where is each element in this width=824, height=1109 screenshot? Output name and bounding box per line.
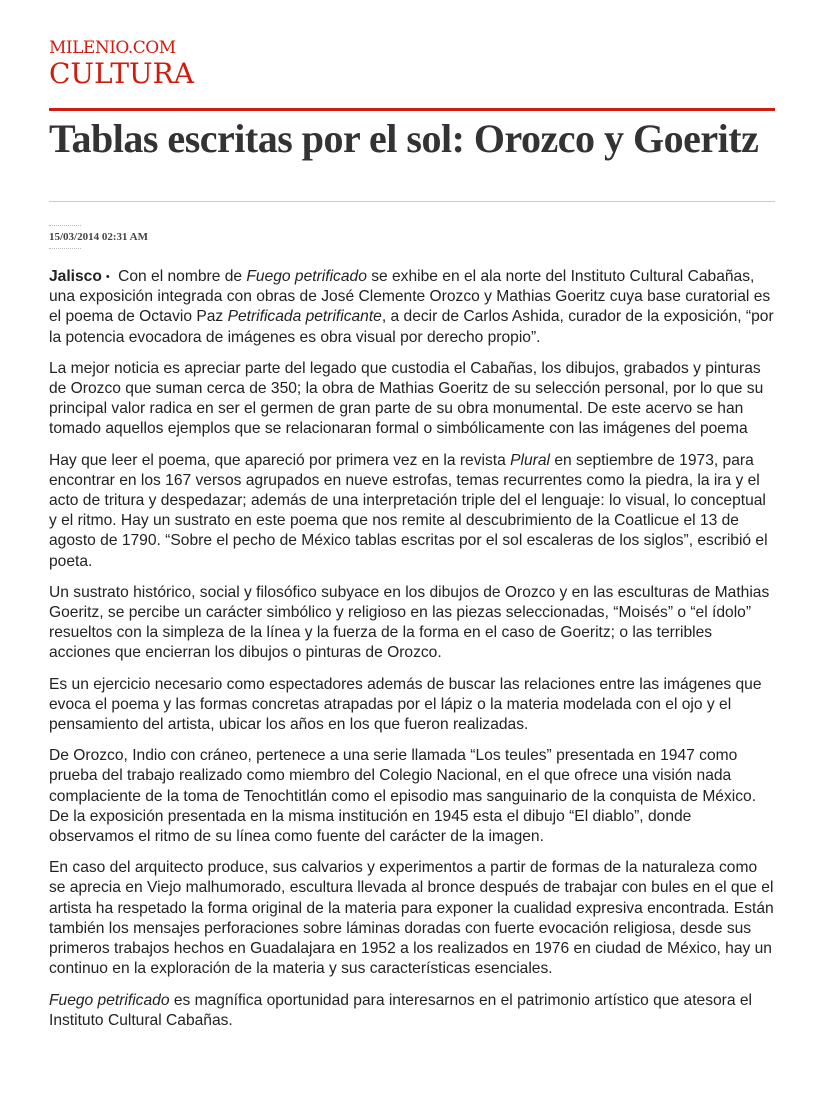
site-logo[interactable]: MILENIO.COM: [49, 38, 176, 58]
article-paragraph: [49, 675, 775, 736]
italic-title: Fuego petrificado: [49, 991, 170, 1009]
headline-divider: [49, 201, 775, 202]
paragraph-text: , a decir de Carlos Ashida, curador de la exposición, “por la potencia evocadora de imágenes es obra visual por derecho propio”.: [49, 308, 774, 346]
italic-title: Petrificada petrificante: [227, 308, 382, 326]
bullet-separator: •: [105, 271, 110, 283]
article-paragraph: [49, 451, 775, 572]
article-paragraph: [49, 746, 775, 847]
paragraph-text: Hay que leer el poema, que apareció por primera vez en la revista: [49, 451, 511, 469]
article-paragraph: [49, 583, 775, 664]
article-paragraph: [49, 359, 775, 440]
dateline-divider-top: [49, 225, 81, 226]
paragraph-text: De Orozco, Indio con cráneo, pertenece a una serie llamada “Los teules” presentada en 1947 como prueba del trabajo realizado como miembro del Colegio Nacional, en el que ofrece una visión nada complaciente de la toma de Tenochtitlán como el episodio mas sanguinario de la conquista de México. De la exposición presentada en la misma institución en 1945 esta el dibujo “El diablo”, donde observamos el ritmo de su línea como fuente del carácter de la imagen.: [49, 747, 757, 846]
article-paragraph: [49, 858, 775, 979]
paragraph-text: se exhibe en el ala norte del Instituto Cultural Cabañas, una exposición integrada con obras de José Clemente Orozco y Mathias Goeritz cuya base curatorial es el poema de Octavio Paz: [49, 268, 771, 326]
paragraph-text: La mejor noticia es apreciar parte del legado que custodia el Cabañas, los dibujos, grabados y pinturas de Orozco que suman cerca de 350; la obra de Mathias Goeritz de su selección personal, por lo que su principal valor radica en ser el germen de gran parte de su obra monumental. De este acervo se han tomado aquellos ejemplos que se relacionaran formal o simbólicamente con las imágenes del poema: [49, 359, 764, 438]
article-dateline: 15/03/2014 02:31 AM: [49, 231, 148, 243]
article-paragraph: [49, 991, 775, 1031]
section-title[interactable]: CULTURA: [49, 57, 194, 90]
paragraph-text: en septiembre de 1973, para encontrar en los 167 versos agrupados en nueve estrofas, temas recurrentes como la piedra, la ira y el acto de tritura y despedazar; además de una interpretación triple del el lenguaje: lo visual, lo conceptual y el ritmo. Hay un sustrato en este poema que nos remite al descubrimiento de la Coatlicue el 13 de agosto de 1790. “Sobre el pecho de México tablas escritas por el sol escaleras de los siglos”, escribió el poeta.: [49, 451, 768, 570]
paragraph-text: es magnífica oportunidad para interesarnos en el patrimonio artístico que atesora el Instituto Cultural Cabañas.: [49, 991, 753, 1029]
header-divider: [49, 108, 775, 111]
paragraph-text: Un sustrato histórico, social y filosófico subyace en los dibujos de Orozco y en las esculturas de Mathias Goeritz, se percibe un carácter simbólico y religioso en las piezas seleccionadas, “Moisés” o “el ídolo” resueltos con la simpleza de la línea y la fuerza de la forma en el caso de Goeritz; o las terribles acciones que encierran los dibujos o pinturas de Orozco.: [49, 583, 770, 662]
italic-title: Fuego petrificado: [246, 268, 367, 285]
location-label: Jalisco: [49, 268, 102, 285]
article-body: [49, 267, 775, 1031]
paragraph-text: En caso del arquitecto produce, sus calvarios y experimentos a partir de formas de la naturaleza como se aprecia en Viejo malhumorado, escultura llevada al bronce después de trabajar con bules en el que el artista ha respetado la forma original de la materia para exponer la cualidad expresiva encontrada. Están también los mensajes perforaciones sobre láminas doradas con fuerte evocación religiosa, desde sus primeros trabajos hechos en Guadalajara en 1952 a los realizados en 1976 en ciudad de México, hay un continuo en la exploración de la materia y sus características esenciales.: [49, 859, 774, 978]
dateline-divider-bottom: [49, 248, 81, 249]
article-headline: Tablas escritas por el sol: Orozco y Goeritz: [49, 116, 759, 161]
article-paragraph: [49, 267, 775, 348]
paragraph-text: Es un ejercicio necesario como espectadores además de buscar las relaciones entre las imágenes que evoca el poema y las formas concretas atrapadas por el lápiz o la materia modelada con el ojo y el pensamiento del artista, ubicar los años en los que fueron realizadas.: [49, 675, 762, 734]
paragraph-text: Con el nombre de: [113, 268, 247, 285]
site-header: [49, 38, 775, 90]
italic-title: Plural: [510, 451, 551, 469]
article-page: [49, 38, 775, 1042]
